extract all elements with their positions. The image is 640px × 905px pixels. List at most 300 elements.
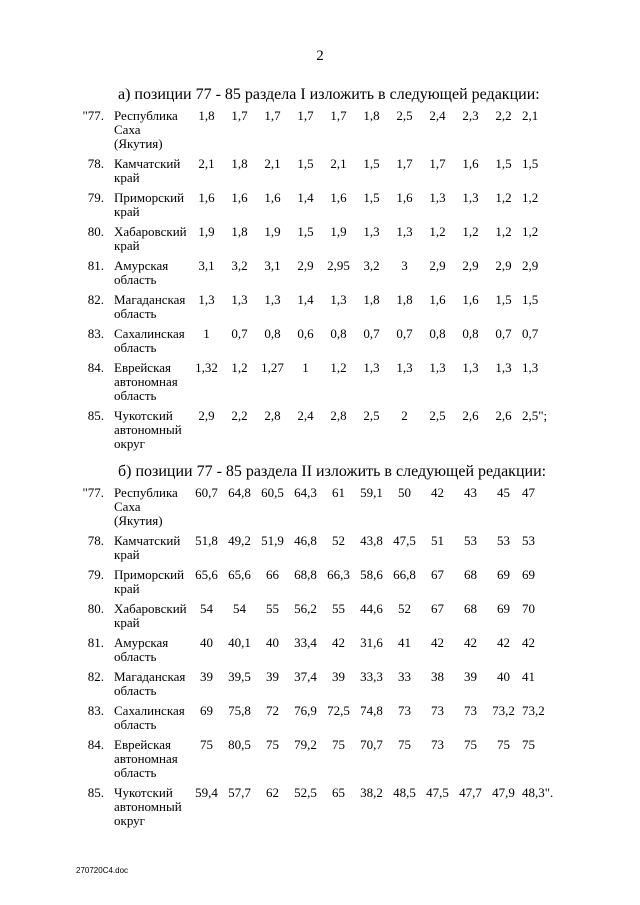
value-cell: 3 — [401, 258, 408, 273]
region-name-line: автономная — [114, 751, 178, 766]
value-cell: 2,5 — [429, 408, 446, 423]
value-cell: 59,1 — [360, 485, 383, 500]
table-row — [74, 786, 562, 834]
value-cell: 40 — [200, 635, 213, 650]
value-cell: 45 — [497, 485, 510, 500]
value-cell: 1,7 — [396, 156, 413, 171]
value-cell: 2,2 — [231, 408, 248, 423]
region-name-line: Еврейская — [114, 737, 171, 752]
region-name-line: область — [114, 272, 157, 287]
value-cell: 58,6 — [360, 567, 383, 582]
value-cell: 39 — [200, 669, 213, 684]
region-name-line: область — [114, 388, 157, 403]
region-name-line: область — [114, 765, 157, 780]
table-row — [74, 704, 562, 738]
value-cell: 2,3 — [462, 108, 479, 123]
table-row — [74, 409, 562, 457]
value-cell: 51,8 — [195, 533, 218, 548]
value-cell: 2,8 — [330, 408, 347, 423]
value-cell: 66,8 — [393, 567, 416, 582]
region-name — [110, 602, 190, 636]
value-cell: 41 — [398, 635, 411, 650]
region-name — [110, 109, 190, 157]
region-name-line: Амурская — [114, 258, 169, 273]
region-name — [110, 259, 190, 293]
table-row — [74, 157, 562, 191]
value-cell: 1,3 — [462, 190, 479, 205]
value-cell: 0,8 — [330, 326, 347, 341]
value-cell: 3,2 — [231, 258, 248, 273]
value-cell: 75 — [200, 737, 213, 752]
region-name — [110, 327, 190, 361]
region-name-line: Магаданская — [114, 669, 186, 684]
value-cell: 1,6 — [462, 292, 479, 307]
value-cell: 1,3 — [429, 360, 446, 375]
value-cell: 1,4 — [297, 190, 314, 205]
value-cell: 55 — [266, 601, 279, 616]
value-cell: 1,3 — [396, 224, 413, 239]
region-name-line: (Якутия) — [114, 136, 163, 151]
table-row — [74, 738, 562, 786]
region-name-line: край — [114, 547, 140, 562]
value-cell: 69 — [200, 703, 213, 718]
region-name — [110, 293, 190, 327]
value-cell: 2,8 — [264, 408, 281, 423]
region-name-line: Саха — [114, 122, 141, 137]
table-row — [74, 670, 562, 704]
value-cell: 1,2 — [462, 224, 479, 239]
value-cell: 65,6 — [228, 567, 251, 582]
value-cell: 1,2 — [522, 190, 539, 205]
row-number: 82. — [87, 292, 104, 307]
value-cell: 2,9 — [429, 258, 446, 273]
value-cell: 1,5 — [522, 156, 539, 171]
region-name-line: Республика — [114, 108, 178, 123]
file-name-footer: 270720C4.doc — [76, 866, 129, 875]
region-name-line: Магаданская — [114, 292, 186, 307]
value-cell: 1,6 — [330, 190, 347, 205]
value-cell: 52 — [332, 533, 345, 548]
value-cell: 62 — [266, 785, 279, 800]
row-number: 84. — [87, 360, 104, 375]
value-cell: 33,3 — [360, 669, 383, 684]
value-cell: 0,7 — [522, 326, 539, 341]
region-name — [110, 157, 190, 191]
value-cell: 1,3 — [198, 292, 215, 307]
value-cell: 55 — [332, 601, 345, 616]
value-cell: 2,4 — [429, 108, 446, 123]
region-name — [110, 361, 190, 409]
value-cell: 54 — [200, 601, 213, 616]
table-row — [74, 602, 562, 636]
value-cell: 54 — [233, 601, 246, 616]
value-cell: 2,4 — [297, 408, 314, 423]
region-name — [110, 409, 190, 457]
value-cell: 2,1 — [330, 156, 347, 171]
value-cell: 1,7 — [297, 108, 314, 123]
value-cell: 31,6 — [360, 635, 383, 650]
row-number: "77. — [82, 485, 104, 500]
value-cell: 42 — [522, 635, 535, 650]
table-row — [74, 568, 562, 602]
value-cell: 47,7 — [459, 785, 482, 800]
row-number: 83. — [87, 326, 104, 341]
region-name-line: Сахалинская — [114, 326, 185, 341]
value-cell: 1,6 — [396, 190, 413, 205]
value-cell: 72,5 — [327, 703, 350, 718]
value-cell: 68,8 — [294, 567, 317, 582]
region-name-line: Приморский — [114, 567, 185, 582]
value-cell: 1,2 — [495, 224, 512, 239]
region-name-line: Приморский — [114, 190, 185, 205]
value-cell: 0,8 — [264, 326, 281, 341]
region-name-line: Камчатский — [114, 156, 181, 171]
value-cell: 1,3 — [363, 224, 380, 239]
region-name — [110, 704, 190, 738]
value-cell: 73,2 — [522, 703, 545, 718]
region-name-line: Чукотский — [114, 408, 173, 423]
value-cell: 1,9 — [264, 224, 281, 239]
value-cell: 1,5 — [363, 156, 380, 171]
value-cell: 2,95 — [327, 258, 350, 273]
section-b-heading: б) позиции 77 - 85 раздела II изложить в следующей редакции: — [118, 463, 547, 480]
value-cell: 73 — [431, 703, 444, 718]
table-row — [74, 259, 562, 293]
value-cell: 1,2 — [495, 190, 512, 205]
value-cell: 47 — [522, 485, 535, 500]
value-cell: 1,8 — [198, 108, 215, 123]
value-cell: 1,5 — [297, 224, 314, 239]
value-cell: 1,2 — [429, 224, 446, 239]
value-cell: 39 — [266, 669, 279, 684]
value-cell: 0,7 — [363, 326, 380, 341]
value-cell: 40 — [266, 635, 279, 650]
value-cell: 75 — [266, 737, 279, 752]
value-cell: 42 — [431, 635, 444, 650]
value-cell: 1,5 — [495, 292, 512, 307]
value-cell: 1,7 — [330, 108, 347, 123]
value-cell: 0,8 — [462, 326, 479, 341]
row-number: 85. — [87, 408, 104, 423]
value-cell: 1,5 — [363, 190, 380, 205]
value-cell: 2,1 — [198, 156, 215, 171]
value-cell: 79,2 — [294, 737, 317, 752]
value-cell: 2,1 — [522, 108, 539, 123]
row-number: 81. — [87, 258, 104, 273]
value-cell: 1,3 — [363, 360, 380, 375]
value-cell: 73 — [398, 703, 411, 718]
value-cell: 43 — [464, 485, 477, 500]
value-cell: 51 — [431, 533, 444, 548]
value-cell: 42 — [464, 635, 477, 650]
value-cell: 66,3 — [327, 567, 350, 582]
value-cell: 1,8 — [231, 224, 248, 239]
value-cell: 60,5 — [261, 485, 284, 500]
value-cell: 40 — [497, 669, 510, 684]
page-number: 2 — [316, 48, 324, 64]
table-row — [74, 109, 562, 157]
region-name-line: Республика — [114, 485, 178, 500]
value-cell: 1,7 — [429, 156, 446, 171]
value-cell: 2,9 — [495, 258, 512, 273]
value-cell: 64,8 — [228, 485, 251, 500]
region-name-line: Хабаровский — [114, 601, 187, 616]
value-cell: 1,7 — [231, 108, 248, 123]
value-cell: 0,7 — [396, 326, 413, 341]
value-cell: 70,7 — [360, 737, 383, 752]
value-cell: 2,9 — [462, 258, 479, 273]
value-cell: 68 — [464, 601, 477, 616]
region-name-line: округ — [114, 436, 145, 451]
value-cell: 2,5 — [396, 108, 413, 123]
row-number: 85. — [87, 785, 104, 800]
region-name — [110, 786, 190, 834]
value-cell: 1,2 — [522, 224, 539, 239]
value-cell: 1,6 — [231, 190, 248, 205]
region-name — [110, 568, 190, 602]
value-cell: 38 — [431, 669, 444, 684]
value-cell: 1,3 — [396, 360, 413, 375]
value-cell: 1 — [203, 326, 210, 341]
value-cell: 1,4 — [297, 292, 314, 307]
region-name-line: округ — [114, 813, 145, 828]
value-cell: 1,6 — [198, 190, 215, 205]
row-number: 84. — [87, 737, 104, 752]
value-cell: 74,8 — [360, 703, 383, 718]
value-cell: 3,1 — [264, 258, 281, 273]
region-name-line: Сахалинская — [114, 703, 185, 718]
value-cell: 69 — [522, 567, 535, 582]
value-cell: 42 — [497, 635, 510, 650]
value-cell: 69 — [497, 601, 510, 616]
value-cell: 39 — [332, 669, 345, 684]
value-cell: 53 — [497, 533, 510, 548]
value-cell: 1,3 — [231, 292, 248, 307]
value-cell: 73 — [464, 703, 477, 718]
value-cell: 52,5 — [294, 785, 317, 800]
table-row — [74, 225, 562, 259]
value-cell: 40,1 — [228, 635, 251, 650]
value-cell: 75 — [522, 737, 535, 752]
value-cell: 1,6 — [264, 190, 281, 205]
region-name-line: край — [114, 204, 140, 219]
region-name-line: автономный — [114, 799, 182, 814]
table-row — [74, 191, 562, 225]
value-cell: 1,2 — [231, 360, 248, 375]
region-name-line: Амурская — [114, 635, 169, 650]
value-cell: 0,6 — [297, 326, 314, 341]
region-name-line: область — [114, 649, 157, 664]
region-name — [110, 191, 190, 225]
row-number: 81. — [87, 635, 104, 650]
value-cell: 44,6 — [360, 601, 383, 616]
region-name — [110, 738, 190, 786]
region-name — [110, 486, 190, 534]
region-name — [110, 534, 190, 568]
value-cell: 73,2 — [492, 703, 515, 718]
value-cell: 76,9 — [294, 703, 317, 718]
region-name-line: край — [114, 615, 140, 630]
value-cell: 56,2 — [294, 601, 317, 616]
value-cell: 33,4 — [294, 635, 317, 650]
value-cell: 75 — [464, 737, 477, 752]
value-cell: 33 — [398, 669, 411, 684]
region-name-line: край — [114, 238, 140, 253]
value-cell: 67 — [431, 601, 444, 616]
value-cell: 47,5 — [393, 533, 416, 548]
value-cell: 59,4 — [195, 785, 218, 800]
value-cell: 1,8 — [231, 156, 248, 171]
table-row — [74, 361, 562, 409]
row-number: 78. — [87, 533, 104, 548]
value-cell: 51,9 — [261, 533, 284, 548]
value-cell: 61 — [332, 485, 345, 500]
value-cell: 60,7 — [195, 485, 218, 500]
value-cell: 53 — [464, 533, 477, 548]
value-cell: 53 — [522, 533, 535, 548]
value-cell: 1,27 — [261, 360, 284, 375]
region-name-line: область — [114, 683, 157, 698]
region-name-line: Саха — [114, 499, 141, 514]
value-cell: 1,8 — [363, 108, 380, 123]
value-cell: 42 — [332, 635, 345, 650]
value-cell: 1,3 — [495, 360, 512, 375]
region-name-line: Еврейская — [114, 360, 171, 375]
value-cell: 2,9 — [198, 408, 215, 423]
region-name-line: автономная — [114, 374, 178, 389]
row-number: "77. — [82, 108, 104, 123]
value-cell: 48,5 — [393, 785, 416, 800]
region-name-line: Хабаровский — [114, 224, 187, 239]
value-cell: 1,2 — [330, 360, 347, 375]
region-name-line: автономный — [114, 422, 182, 437]
value-cell: 39,5 — [228, 669, 251, 684]
region-name-line: край — [114, 581, 140, 596]
value-cell: 1 — [302, 360, 309, 375]
value-cell: 75 — [398, 737, 411, 752]
value-cell: 2,1 — [264, 156, 281, 171]
value-cell: 2,6 — [495, 408, 512, 423]
value-cell: 38,2 — [360, 785, 383, 800]
region-name-line: Камчатский — [114, 533, 181, 548]
section-a-heading: а) позиции 77 - 85 раздела I изложить в следующей редакции: — [118, 86, 540, 103]
value-cell: 3,1 — [198, 258, 215, 273]
value-cell: 64,3 — [294, 485, 317, 500]
value-cell: 1,3 — [264, 292, 281, 307]
value-cell: 70 — [522, 601, 535, 616]
row-number: 78. — [87, 156, 104, 171]
value-cell: 65,6 — [195, 567, 218, 582]
value-cell: 65 — [332, 785, 345, 800]
value-cell: 0,7 — [231, 326, 248, 341]
table-row — [74, 293, 562, 327]
value-cell: 1,3 — [522, 360, 539, 375]
table-row — [74, 327, 562, 361]
value-cell: 1,6 — [462, 156, 479, 171]
region-name-line: край — [114, 170, 140, 185]
value-cell: 1,5 — [522, 292, 539, 307]
value-cell: 0,7 — [495, 326, 512, 341]
region-name-line: область — [114, 717, 157, 732]
value-cell: 39 — [464, 669, 477, 684]
value-cell: 37,4 — [294, 669, 317, 684]
value-cell: 75 — [332, 737, 345, 752]
table-row — [74, 534, 562, 568]
value-cell: 1,3 — [429, 190, 446, 205]
region-name — [110, 636, 190, 670]
value-cell: 75 — [497, 737, 510, 752]
row-number: 82. — [87, 669, 104, 684]
value-cell: 48,3". — [522, 785, 554, 800]
value-cell: 47,5 — [426, 785, 449, 800]
value-cell: 66 — [266, 567, 279, 582]
value-cell: 1,5 — [297, 156, 314, 171]
value-cell: 1,6 — [429, 292, 446, 307]
row-number: 83. — [87, 703, 104, 718]
value-cell: 1,3 — [330, 292, 347, 307]
row-number: 79. — [87, 190, 104, 205]
region-name-line: Чукотский — [114, 785, 173, 800]
region-name — [110, 225, 190, 259]
value-cell: 1,32 — [195, 360, 218, 375]
value-cell: 69 — [497, 567, 510, 582]
value-cell: 68 — [464, 567, 477, 582]
value-cell: 49,2 — [228, 533, 251, 548]
value-cell: 43,8 — [360, 533, 383, 548]
value-cell: 50 — [398, 485, 411, 500]
table-row — [74, 636, 562, 670]
value-cell: 2,9 — [522, 258, 539, 273]
value-cell: 57,7 — [228, 785, 251, 800]
value-cell: 3,2 — [363, 258, 380, 273]
value-cell: 2,6 — [462, 408, 479, 423]
value-cell: 1,8 — [396, 292, 413, 307]
region-name — [110, 670, 190, 704]
section-a-table — [74, 109, 562, 457]
value-cell: 1,9 — [198, 224, 215, 239]
value-cell: 1,3 — [462, 360, 479, 375]
value-cell: 72 — [266, 703, 279, 718]
value-cell: 1,9 — [330, 224, 347, 239]
value-cell: 2,2 — [495, 108, 512, 123]
value-cell: 2,5"; — [522, 408, 548, 423]
row-number: 80. — [87, 224, 104, 239]
value-cell: 52 — [398, 601, 411, 616]
row-number: 79. — [87, 567, 104, 582]
row-number: 80. — [87, 601, 104, 616]
region-name-line: область — [114, 340, 157, 355]
value-cell: 2,9 — [297, 258, 314, 273]
value-cell: 1,5 — [495, 156, 512, 171]
value-cell: 75,8 — [228, 703, 251, 718]
value-cell: 1,7 — [264, 108, 281, 123]
value-cell: 41 — [522, 669, 535, 684]
value-cell: 1,8 — [363, 292, 380, 307]
value-cell: 2,5 — [363, 408, 380, 423]
region-name-line: (Якутия) — [114, 513, 163, 528]
value-cell: 0,8 — [429, 326, 446, 341]
value-cell: 42 — [431, 485, 444, 500]
section-b-table — [74, 486, 562, 834]
table-row — [74, 486, 562, 534]
region-name-line: область — [114, 306, 157, 321]
value-cell: 2 — [401, 408, 408, 423]
value-cell: 67 — [431, 567, 444, 582]
value-cell: 73 — [431, 737, 444, 752]
value-cell: 80,5 — [228, 737, 251, 752]
value-cell: 46,8 — [294, 533, 317, 548]
value-cell: 47,9 — [492, 785, 515, 800]
